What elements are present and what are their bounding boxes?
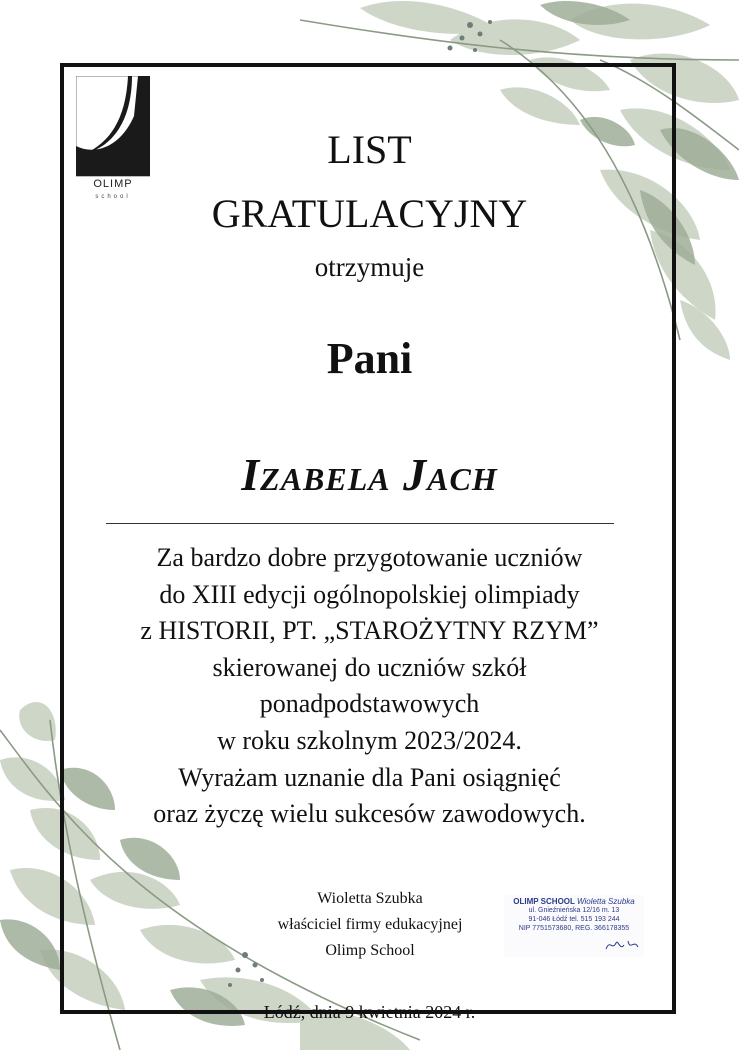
signer-name: Wioletta Szubka	[317, 890, 423, 907]
body-line: Wyrażam uznanie dla Pani osiągnięć	[178, 762, 561, 792]
title-line-1: LIST	[327, 127, 412, 172]
logo-word: OLIMP	[93, 178, 133, 190]
body-line: skierowanej do uczniów szkół	[212, 652, 527, 682]
stamp-company: OLIMP SCHOOL	[513, 897, 575, 906]
stamp-nip: NIP 7751573680, REG. 366178355	[518, 925, 630, 932]
body-text	[0, 540, 739, 833]
honorific: Pani	[326, 334, 413, 383]
subtitle: otrzymuje	[314, 252, 425, 282]
logo-subtitle: school	[95, 194, 131, 200]
date-line: Łódź, dnia 9 kwietnia 2024 r.	[263, 1002, 476, 1022]
body-line: z HISTORII, PT. „STAROŻYTNY RZYM”	[140, 616, 599, 646]
body-line: oraz życzę wielu sukcesów zawodowych.	[153, 799, 586, 829]
body-line: w roku szkolnym 2023/2024.	[217, 725, 522, 755]
handwritten-signature-icon	[604, 937, 640, 953]
signer-company: Olimp School	[325, 942, 415, 959]
body-line: Za bardzo dobre przygotowanie uczniów	[156, 543, 583, 572]
recipient-name: Izabela Jach	[241, 449, 498, 500]
signature-block	[240, 886, 500, 964]
stamp-city-phone: 91-046 Łódź tel. 515 193 244	[528, 916, 620, 923]
body-line: ponadpodstawowych	[259, 689, 480, 719]
body-line: do XIII edycji ogólnopolskiej olimpiady	[159, 579, 580, 609]
signer-role: właściciel firmy edukacyjnej	[277, 916, 463, 933]
title-line-2: GRATULACYJNY	[211, 191, 528, 236]
stamp-header	[504, 897, 644, 906]
company-stamp	[504, 895, 644, 957]
stamp-owner: Wioletta Szubka	[577, 897, 635, 906]
stamp-address: ul. Gnieźnieńska 12/16 m. 13	[528, 907, 620, 914]
divider-line	[106, 523, 614, 524]
